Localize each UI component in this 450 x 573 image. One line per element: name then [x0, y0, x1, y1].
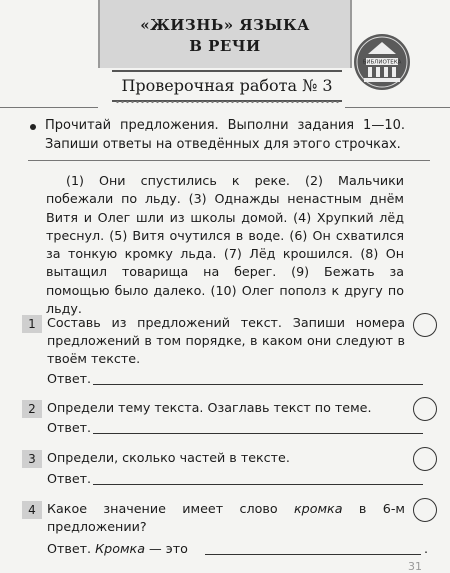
answer-label: Ответ. [47, 471, 92, 486]
section-divider [28, 160, 430, 161]
task-text-part: в 6-м предложении? [47, 501, 405, 534]
dotted-divider [115, 100, 340, 104]
divider-left [0, 107, 98, 108]
instruction-text: Прочитай предложения. Выполни задания 1—10. Запиши ответы на отведённых для этого строчках. [45, 118, 405, 152]
task-number: 4 [22, 501, 42, 519]
answer-line[interactable] [93, 433, 423, 434]
answer-separator: — это [149, 541, 188, 556]
work-title: Проверочная работа № 3 [112, 70, 342, 102]
task-number: 3 [22, 450, 42, 468]
task-number: 1 [22, 315, 42, 333]
answer-label: Ответ. [47, 420, 92, 435]
answer-row [47, 541, 188, 556]
answer-label: Ответ. [47, 541, 92, 556]
answer-keyword: Кромка [95, 541, 145, 556]
page-number: 31 [408, 560, 422, 573]
answer-line[interactable] [93, 384, 423, 385]
answer-end: . [424, 541, 429, 556]
answer-circle[interactable] [413, 313, 437, 337]
answer-circle[interactable] [413, 447, 437, 471]
answer-label: Ответ. [47, 371, 92, 386]
task-text-part: Какое значение имеет слово [47, 501, 278, 516]
task-number: 2 [22, 400, 42, 418]
task-text: Составь из предложений текст. Запиши номера предложений в том порядке, в каком они следуют в твоём тексте. [47, 315, 405, 366]
answer-circle[interactable] [413, 498, 437, 522]
task-keyword: кромка [293, 501, 343, 516]
bullet-icon [30, 124, 36, 130]
header-title-line1: «ЖИЗНЬ» ЯЗЫКА [140, 16, 310, 34]
task-text: Определи, сколько частей в тексте. [47, 450, 290, 465]
task-text [47, 500, 405, 536]
sentences-text: (1) Они спустились к реке. (2) Мальчики побежали по льду. (3) Однажды ненастным днём Витя и Олег шли из школы домой. (4) Хрупкий лёд треснул. (5) Витя очутился в воде. (6) Он схватился за тонкую кромку льда. (7) Лёд крошился. (8) Он вытащил товарища на берег. (9) Бежать за помощью было далеко. (10) Олег пополз к другу по льду. [46, 173, 404, 317]
answer-line[interactable] [205, 554, 421, 555]
header-banner [98, 0, 352, 68]
badge-label: БИБЛИОТЕКА [362, 59, 402, 66]
answer-line[interactable] [93, 484, 423, 485]
header-title-line2: В РЕЧИ [189, 37, 261, 55]
library-badge-icon [352, 32, 412, 92]
task-text: Определи тему текста. Озаглавь текст по теме. [47, 400, 372, 415]
divider-right [345, 107, 450, 108]
answer-circle[interactable] [413, 397, 437, 421]
